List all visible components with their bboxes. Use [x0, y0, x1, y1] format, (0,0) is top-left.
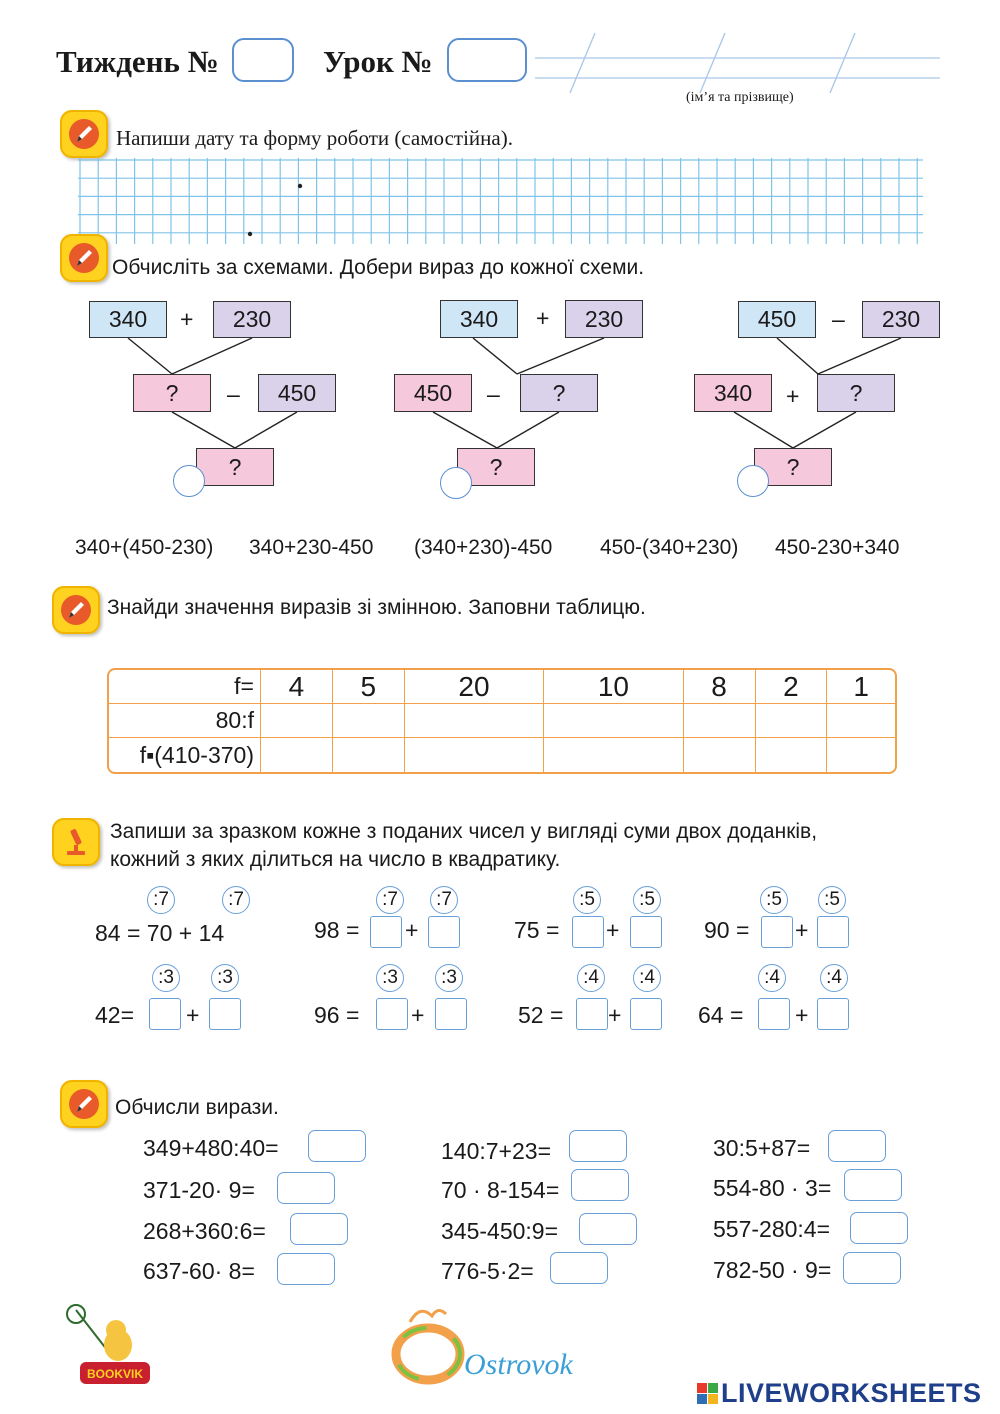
variable-table	[107, 668, 897, 774]
table-value: 10	[544, 670, 683, 704]
scheme3-result: ?	[754, 448, 832, 486]
plus-sign: +	[795, 1002, 809, 1028]
scheme1-result: ?	[196, 448, 274, 486]
table-answer-cell[interactable]	[756, 738, 828, 772]
calc-expression: 554-80 · 3=	[713, 1175, 832, 1201]
plus-sign: +	[405, 917, 419, 943]
calc-answer-input[interactable]	[277, 1253, 335, 1285]
liveworksheets-brand	[697, 1378, 982, 1409]
scheme3-box-c: 340	[694, 374, 772, 412]
addend-input[interactable]	[428, 916, 460, 948]
calc-answer-input[interactable]	[579, 1213, 637, 1245]
plus-sign: +	[795, 917, 809, 943]
expression-option[interactable]: 450-230+340	[775, 536, 900, 559]
scheme2-answer-circle[interactable]	[440, 467, 472, 499]
scheme-connectors	[0, 0, 1000, 520]
plus-sign: +	[411, 1002, 425, 1028]
lesson-label: Урок №	[323, 44, 433, 79]
divisor-circle: :5	[573, 886, 601, 914]
divisor-circle: :7	[430, 886, 458, 914]
calc-answer-input[interactable]	[828, 1130, 886, 1162]
addend-input[interactable]	[630, 916, 662, 948]
expression-option[interactable]: (340+230)-450	[414, 536, 553, 559]
addend-input[interactable]	[817, 998, 849, 1030]
divisor-circle: :3	[376, 964, 404, 992]
table-answer-cell[interactable]	[756, 704, 828, 738]
table-row-label: 80:f	[109, 704, 261, 738]
calc-expression: 268+360:6=	[143, 1218, 266, 1244]
addend-input[interactable]	[758, 998, 790, 1030]
calc-answer-input[interactable]	[290, 1213, 348, 1245]
scheme2-op1: +	[536, 305, 550, 331]
calc-answer-input[interactable]	[843, 1252, 901, 1284]
table-value: 2	[756, 670, 828, 704]
table-header-label: f=	[109, 670, 261, 704]
divisor-circle: :5	[760, 886, 788, 914]
task4-instruction-line2: кожний з яких ділиться на число в квадратику.	[110, 848, 561, 871]
calc-expression: 345-450:9=	[441, 1218, 559, 1244]
sum-lhs: 90 =	[704, 917, 750, 943]
divisor-circle: :7	[222, 886, 250, 914]
divisor-circle: :4	[820, 964, 848, 992]
table-value: 20	[405, 670, 544, 704]
pencil-icon	[52, 586, 100, 634]
table-answer-cell[interactable]	[405, 738, 544, 772]
sum-lhs: 96 =	[314, 1002, 360, 1028]
calc-expression: 557-280:4=	[713, 1216, 831, 1242]
scheme1-box-c: ?	[133, 374, 211, 412]
table-value: 1	[827, 670, 895, 704]
calc-expression: 782-50 · 9=	[713, 1257, 832, 1283]
table-answer-cell[interactable]	[684, 704, 756, 738]
ostrovok-logo	[380, 1302, 600, 1394]
expression-option[interactable]: 340+(450-230)	[75, 536, 214, 559]
scheme3-op2: +	[786, 383, 800, 409]
divisor-circle: :7	[376, 886, 404, 914]
calc-answer-input[interactable]	[569, 1130, 627, 1162]
liveworksheets-text: LIVEWORKSHEETS	[721, 1378, 982, 1408]
scheme2-box-c: 450	[394, 374, 472, 412]
scheme3-box-b: 230	[862, 301, 940, 338]
bookvik-logo	[66, 1300, 166, 1392]
table-answer-cell[interactable]	[544, 704, 683, 738]
divisor-circle: :5	[818, 886, 846, 914]
divisor-circle: :3	[152, 964, 180, 992]
pencil-icon	[60, 1080, 108, 1128]
task2-instruction: Обчисліть за схемами. Добери вираз до кожної схеми.	[112, 256, 645, 279]
sum-lhs: 75 =	[514, 917, 560, 943]
scheme2-box-a: 340	[440, 300, 518, 338]
scheme1-box-b: 230	[213, 301, 291, 338]
scheme2-box-d: ?	[520, 374, 598, 412]
plus-sign: +	[186, 1002, 200, 1028]
divisor-circle: :7	[147, 886, 175, 914]
table-answer-cell[interactable]	[333, 738, 405, 772]
addend-input[interactable]	[149, 998, 181, 1030]
table-answer-cell[interactable]	[684, 738, 756, 772]
calc-answer-input[interactable]	[308, 1130, 366, 1162]
task5-instruction: Обчисли вирази.	[115, 1096, 279, 1119]
task3-instruction: Знайди значення виразів зі змінною. Заповни таблицю.	[107, 596, 646, 619]
plus-sign: +	[606, 917, 620, 943]
table-value: 5	[333, 670, 405, 704]
table-answer-cell[interactable]	[827, 738, 895, 772]
addend-input[interactable]	[630, 998, 662, 1030]
scheme1-box-d: 450	[258, 374, 336, 412]
expression-option[interactable]: 450-(340+230)	[600, 536, 739, 559]
calc-expression: 140:7+23=	[441, 1138, 552, 1164]
scheme2-result: ?	[457, 448, 535, 486]
sum-lhs: 98 =	[314, 917, 360, 943]
calc-expression: 637-60· 8=	[143, 1258, 255, 1284]
calc-expression: 70 · 8-154=	[441, 1177, 560, 1203]
table-answer-cell[interactable]	[827, 704, 895, 738]
bookvik-text: BOOKVIK	[86, 1367, 144, 1381]
calc-answer-input[interactable]	[277, 1172, 335, 1204]
calc-answer-input[interactable]	[550, 1252, 608, 1284]
scheme3-answer-circle[interactable]	[737, 465, 769, 497]
addend-input[interactable]	[817, 916, 849, 948]
calc-expression: 371-20· 9=	[143, 1177, 255, 1203]
week-label: Тиждень №	[56, 44, 219, 79]
name-caption: (ім’я та прізвище)	[686, 90, 794, 105]
calc-answer-input[interactable]	[844, 1169, 902, 1201]
sum-lhs: 42=	[95, 1002, 135, 1028]
sum-lhs: 52 =	[518, 1002, 564, 1028]
divisor-circle: :5	[633, 886, 661, 914]
addend-input[interactable]	[572, 916, 604, 948]
calc-expression: 349+480:40=	[143, 1135, 279, 1161]
divisor-circle: :3	[211, 964, 239, 992]
scheme1-op2: –	[227, 381, 240, 407]
divisor-circle: :4	[758, 964, 786, 992]
scheme2-op2: –	[487, 381, 500, 407]
plus-sign: +	[608, 1002, 622, 1028]
table-answer-cell[interactable]	[405, 704, 544, 738]
task1-instruction: Напиши дату та форму роботи (самостійна).	[116, 126, 513, 150]
calc-expression: 30:5+87=	[713, 1135, 811, 1161]
addend-input[interactable]	[576, 998, 608, 1030]
addend-input[interactable]	[376, 998, 408, 1030]
table-value: 4	[261, 670, 333, 704]
divisor-circle: :4	[577, 964, 605, 992]
divisor-circle: :3	[435, 964, 463, 992]
scheme2-box-b: 230	[565, 300, 643, 338]
addend-input[interactable]	[209, 998, 241, 1030]
sum-lhs: 64 =	[698, 1002, 744, 1028]
expression-option[interactable]: 340+230-450	[249, 536, 374, 559]
addend-input[interactable]	[370, 916, 402, 948]
table-answer-cell[interactable]	[261, 704, 333, 738]
scheme3-box-d: ?	[817, 374, 895, 412]
ostrovok-text: Ostrovok	[464, 1348, 573, 1381]
calc-expression: 776-5·2=	[441, 1258, 534, 1284]
table-answer-cell[interactable]	[333, 704, 405, 738]
addend-input[interactable]	[435, 998, 467, 1030]
task4-instruction-line1: Запиши за зразком кожне з поданих чисел у вигляді суми двох доданків,	[110, 820, 818, 843]
table-answer-cell[interactable]	[544, 738, 683, 772]
microscope-icon	[52, 818, 100, 866]
divisor-circle: :4	[633, 964, 661, 992]
table-answer-cell[interactable]	[261, 738, 333, 772]
scheme1-op1: +	[180, 306, 194, 332]
liveworksheets-icon	[697, 1383, 718, 1404]
example-equation: 84 = 70 + 14	[95, 920, 225, 946]
scheme3-box-a: 450	[738, 301, 816, 338]
addend-input[interactable]	[761, 916, 793, 948]
scheme1-answer-circle[interactable]	[173, 465, 205, 497]
table-value: 8	[684, 670, 756, 704]
table-row-label: f▪(410-370)	[109, 738, 261, 772]
scheme3-op1: –	[832, 306, 845, 332]
calc-answer-input[interactable]	[571, 1169, 629, 1201]
scheme1-box-a: 340	[89, 301, 167, 338]
calc-answer-input[interactable]	[850, 1212, 908, 1244]
